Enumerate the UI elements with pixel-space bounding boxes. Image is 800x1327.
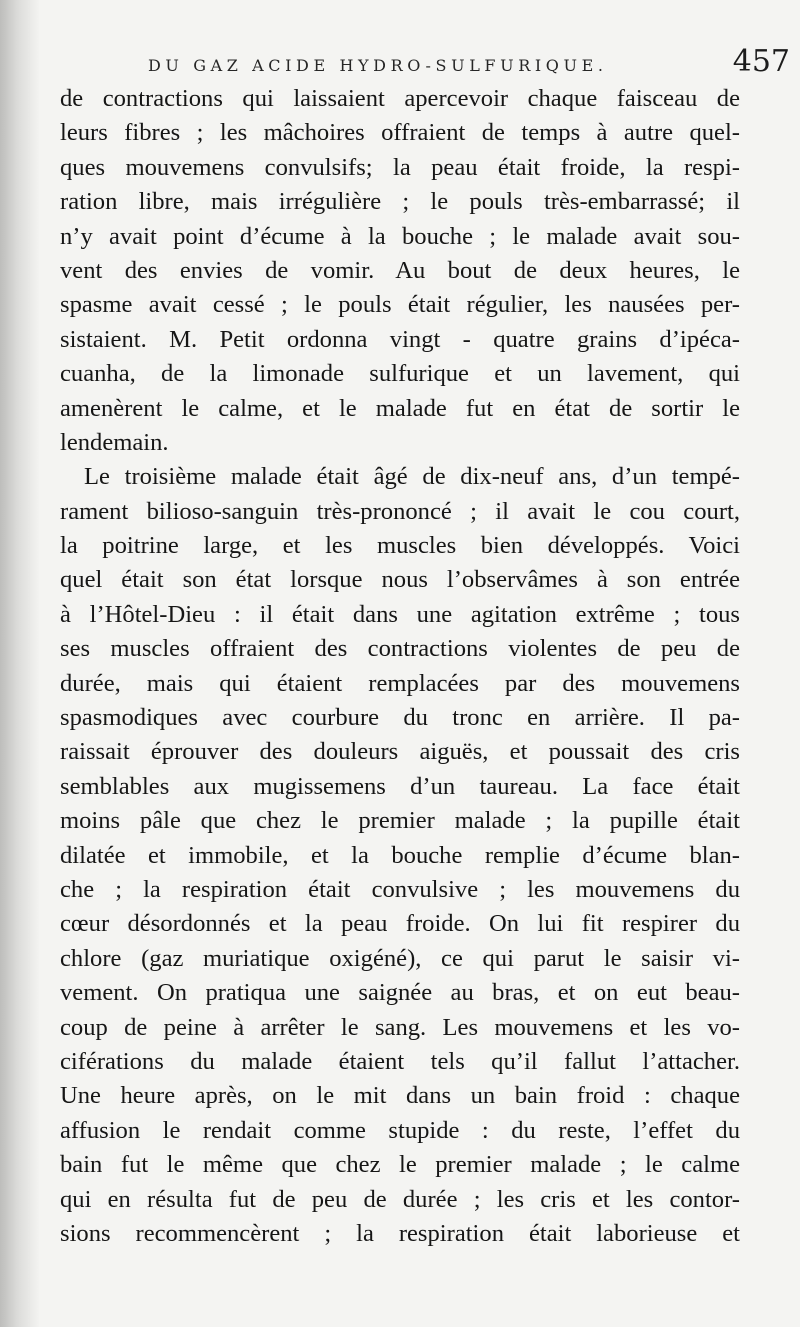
text-line: qui en résulta fut de peu de durée ; les cris et les contor-	[60, 1185, 740, 1213]
text-line: affusion le rendait comme stupide : du reste, l’effet du	[60, 1116, 740, 1144]
text-line: la poitrine large, et les muscles bien développés. Voici	[60, 532, 740, 560]
running-title: DU GAZ ACIDE HYDRO-SULFURIQUE.	[148, 56, 608, 75]
text-line: ciférations du malade étaient tels qu’il fallut l’attacher.	[60, 1047, 740, 1075]
text-line: chlore (gaz muriatique oxigéné), ce qui parut le saisir vi-	[60, 944, 740, 972]
text-line: bain fut le même que chez le premier malade ; le calme	[60, 1151, 740, 1179]
text-line: cuanha, de la limonade sulfurique et un lavement, qui	[60, 360, 740, 388]
text-line: durée, mais qui étaient remplacées par des mouvemens	[60, 669, 740, 697]
text-line: spasmodiques avec courbure du tronc en arrière. Il pa-	[60, 704, 740, 732]
text-line: moins pâle que chez le premier malade ; la pupille était	[60, 807, 740, 835]
text-line: ses muscles offraient des contractions violentes de peu de	[60, 635, 740, 663]
text-line: raissait éprouver des douleurs aiguës, et poussait des cris	[60, 738, 740, 766]
text-line: de contractions qui laissaient apercevoir chaque faisceau de	[60, 85, 740, 112]
text-line: leurs fibres ; les mâchoires offraient de temps à autre quel-	[60, 119, 740, 147]
text-line: à l’Hôtel-Dieu : il était dans une agitation extrême ; tous	[60, 600, 740, 628]
text-line: ques mouvemens convulsifs; la peau était froide, la respi-	[60, 153, 740, 181]
text-line: amenèrent le calme, et le malade fut en état de sortir le	[60, 394, 740, 422]
text-line: spasme avait cessé ; le pouls était régulier, les nausées per-	[60, 291, 740, 319]
page-number: 457	[732, 44, 790, 79]
text-line: dilatée et immobile, et la bouche remplie d’écume blan-	[60, 841, 740, 869]
page-gutter-shadow	[0, 0, 40, 1327]
text-line: vement. On pratiqua une saignée au bras, et on eut beau-	[60, 979, 740, 1007]
text-line: rament bilioso-sanguin très-prononcé ; il avait le cou court,	[60, 497, 740, 525]
text-line: Le troisième malade était âgé de dix-neuf ans, d’un tempé-	[84, 463, 740, 491]
text-line: quel était son état lorsque nous l’observâmes à son entrée	[60, 566, 740, 594]
text-line: sistaient. M. Petit ordonna vingt - quatre grains d’ipéca-	[60, 325, 740, 353]
text-line: coup de peine à arrêter le sang. Les mouvemens et les vo-	[60, 1013, 740, 1041]
body-text	[60, 82, 740, 1251]
text-line: n’y avait point d’écume à la bouche ; le malade avait sou-	[60, 222, 740, 250]
text-line: vent des envies de vomir. Au bout de deux heures, le	[60, 256, 740, 284]
text-line: lendemain.	[60, 428, 169, 456]
text-line: ration libre, mais irrégulière ; le pouls très-embarrassé; il	[60, 188, 740, 216]
text-line: cœur désordonnés et la peau froide. On lui fit respirer du	[60, 910, 740, 938]
text-line: semblables aux mugissemens d’un taureau. La face était	[60, 772, 740, 800]
text-line: Une heure après, on le mit dans un bain froid : chaque	[60, 1082, 740, 1110]
text-line: che ; la respiration était convulsive ; les mouvemens du	[60, 875, 740, 903]
text-line: sions recommencèrent ; la respiration était laborieuse et	[60, 1219, 740, 1247]
